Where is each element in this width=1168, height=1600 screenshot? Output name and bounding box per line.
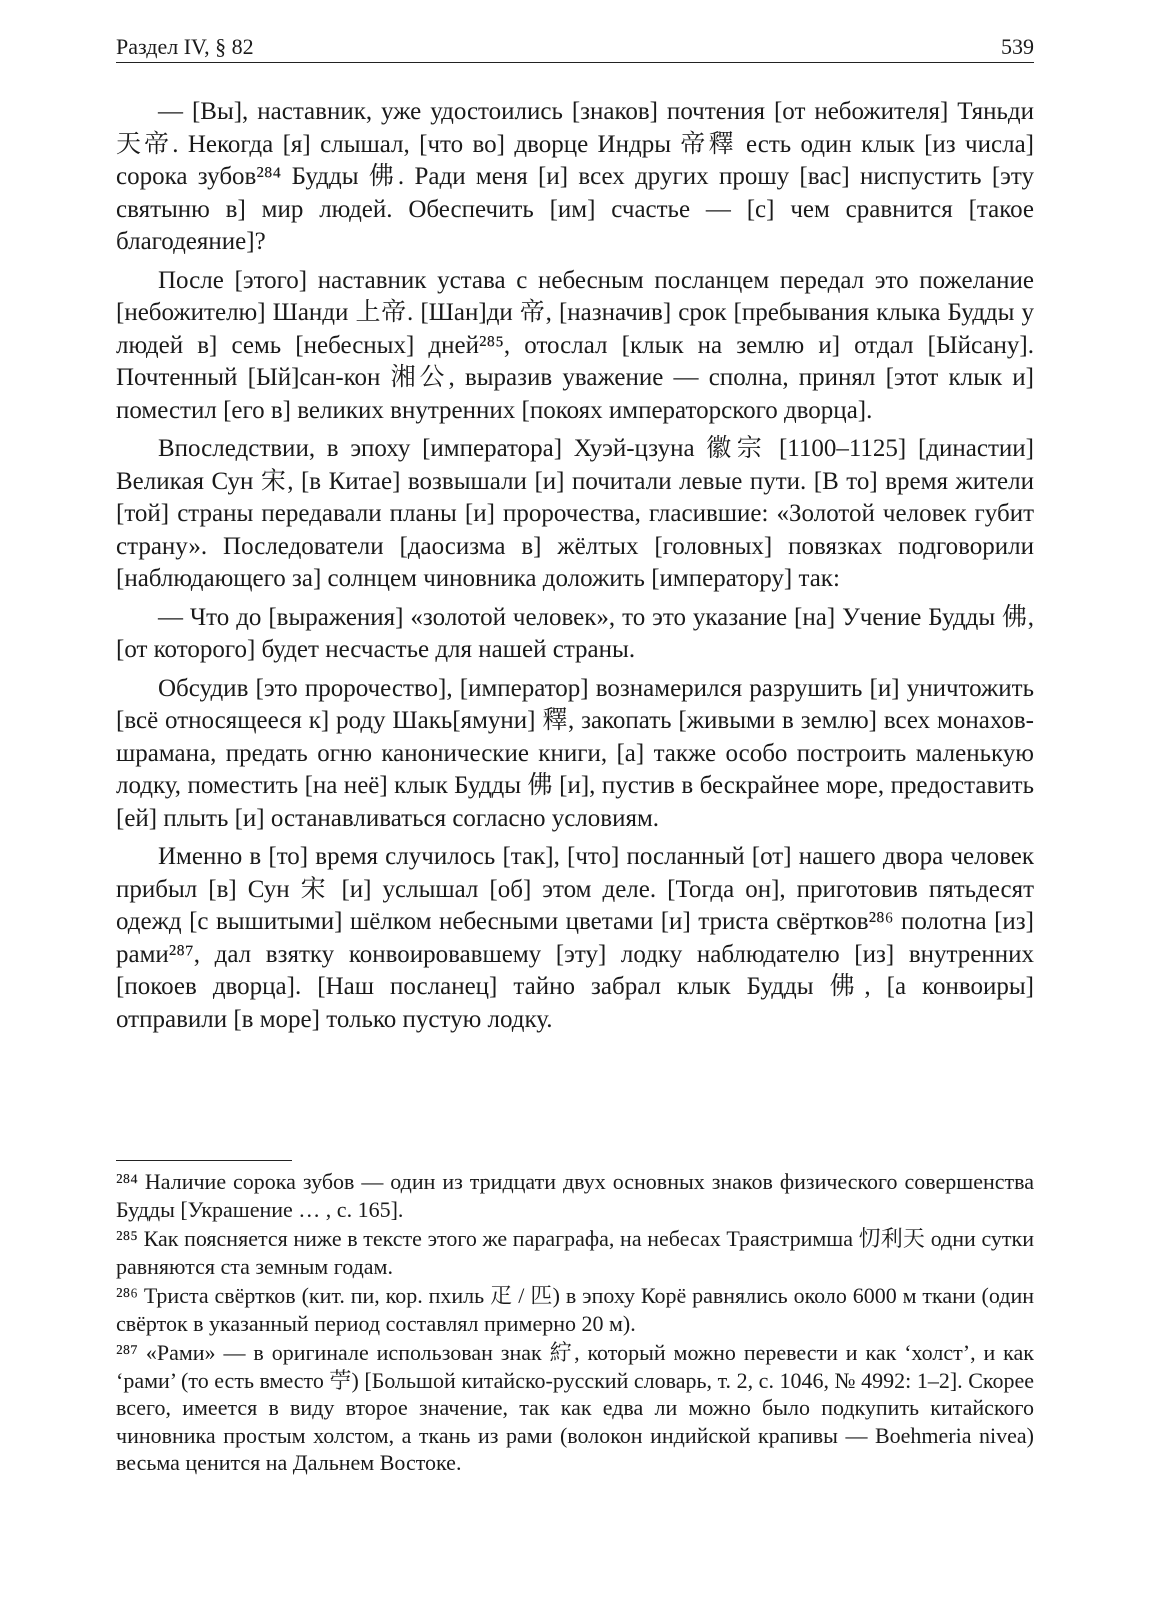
paragraph: — [Вы], наставник, уже удостоились [знаков] почтения [от небожителя] Тяньди 天帝. Некогда [я] слышал, [что во] дворце Индры 帝釋 есть один клык [из числа] сорока зубов²⁸⁴ Будды 佛. Ради меня [и] всех других прошу [вас] ниспустить [эту святыню в] мир людей. Обеспечить [им] счастье — [с] чем сравнится [такое благодеяние]? [116, 98, 1034, 255]
footnote: ²⁸⁷ «Рами» — в оригинале использован знак 紵, который можно перевести и как ‘холст’, и как ‘рами’ (то есть вместо 苧) [Большой китайско-русский словарь, т. 2, с. 1046, № 4992: 1–2]. Скорее всего, имеется в виду второе значение, так как едва ли можно было подкупить китайского чиновника простым холстом, а ткань из рами (волокон индийской крапивы — Boehmeria nivea) весьма ценится на Дальнем Востоке. [116, 1340, 1034, 1475]
paragraph: Именно в [то] время случилось [так], [что] посланный [от] нашего двора человек прибыл [в] Сун 宋 [и] услышал [об] этом деле. [Тогда он], приготовив пятьдесят одежд [с вышитыми] шёлком небесными цветами [и] триста свёртков²⁸⁶ полотна [из] рами²⁸⁷, дал взятку конвоировавшему [эту] лодку наблюдателю [из] внутренних [покоев дворца]. [Наш посланец] тайно забрал клык Будды 佛, [а конвоиры] отправили [в море] только пустую лодку. [116, 843, 1034, 1033]
paragraph: Обсудив [это пророчество], [император] вознамерился разрушить [и] уничтожить [всё относящееся к] роду Шакь[ямуни] 釋, закопать [живыми в землю] всех монахов-шрамана, предать огню канонические книги, [а] также особо построить маленькую лодку, поместить [на неё] клык Будды 佛 [и], пустив в бескрайнее море, предоставить [ей] плыть [и] останавливаться согласно условиям. [116, 674, 1034, 832]
main-text [116, 96, 1034, 1042]
running-header [116, 30, 1034, 63]
footnote: ²⁸⁶ Триста свёртков (кит. пи, кор. пхиль 疋 / 匹) в эпоху Корё равнялись около 6000 м ткани (один свёрток в указанный период составлял примерно 20 м). [116, 1283, 1034, 1336]
paragraph: Впоследствии, в эпоху [императора] Хуэй-цзуна 徽宗 [1100–1125] [династии] Великая Сун 宋, [в Китае] возвышали [и] почитали левые пути. [В то] время жители [той] страны передавали планы [и] пророчества, гласившие: «Золотой человек губит страну». Последователи [даосизма в] жёлтых [головных] повязках подговорили [наблюдающего за] солнцем чиновника доложить [императору] так: [116, 435, 1034, 592]
page-number: 539 [1001, 34, 1034, 59]
paragraph: После [этого] наставник устава с небесным посланцем передал это пожелание [небожителю] Шанди 上帝. [Шан]ди 帝, [назначив] срок [пребывания клыка Будды у людей в] семь [небесных] дней²⁸⁵, отослал [клык на землю и] отдал [Ыйсану]. Почтенный [Ый]сан-кон 湘公, выразив уважение — сполна, принял [этот клык и] поместил [его в] великих внутренних [покоях императорского дворца]. [116, 266, 1034, 424]
footnote-separator [116, 1160, 292, 1161]
footnotes [116, 1168, 1034, 1479]
footnote: ²⁸⁵ Как поясняется ниже в тексте этого же параграфа, на небесах Траястримша 忉利天 одни сутки равняются ста земным годам. [116, 1226, 1034, 1279]
section-label: Раздел IV, § 82 [116, 34, 254, 59]
footnote: ²⁸⁴ Наличие сорока зубов — один из тридцати двух основных знаков физического совершенства Будды [Украшение … , с. 165]. [116, 1169, 1034, 1222]
paragraph: — Что до [выражения] «золотой человек», то это указание [на] Учение Будды 佛, [от которого] будет несчастье для нашей страны. [116, 603, 1034, 663]
